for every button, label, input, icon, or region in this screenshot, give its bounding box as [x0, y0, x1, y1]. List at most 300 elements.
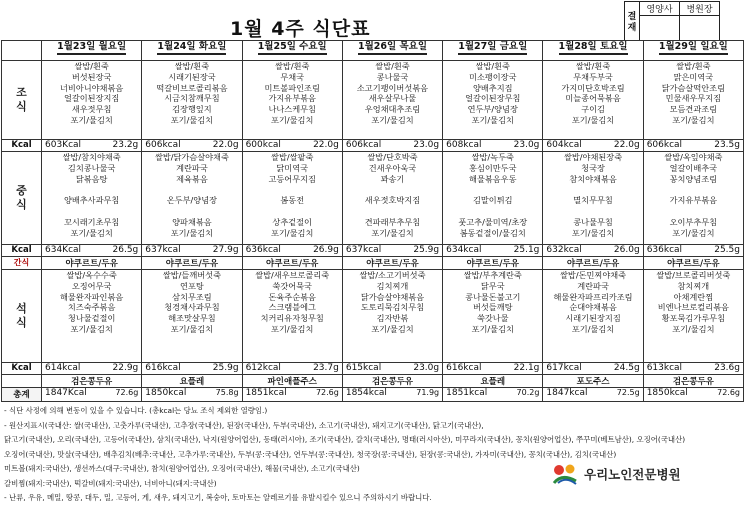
- kcal-label: Kcal: [2, 245, 42, 257]
- menu-item: 오이부추무침: [669, 216, 718, 227]
- menu-item: 꽁치양념조림: [669, 173, 718, 184]
- total-cell: [543, 388, 643, 402]
- kcal-value: 636kcal: [245, 245, 281, 255]
- menu-item: 버섯된장국: [71, 71, 112, 82]
- menu-item: 콩나물무침: [573, 216, 613, 227]
- kcal-value: 604kcal: [546, 140, 582, 150]
- protein-value: 22.9g: [112, 363, 139, 373]
- meal-cell: [643, 61, 743, 140]
- protein-value: 25.9g: [212, 363, 239, 373]
- menu-item: 비엔나브로컬리볶음: [657, 302, 729, 313]
- meal-label-text: 조식: [16, 86, 27, 113]
- meal-cell: [443, 61, 543, 140]
- kcal-cell: [543, 245, 643, 257]
- kcal-cell: [142, 140, 242, 152]
- menu-item: 쌀밥/흰죽: [475, 61, 510, 71]
- menu-item: 김자반볶: [376, 313, 409, 324]
- menu-item: 포기/물김치: [170, 323, 214, 334]
- meal-label: [2, 270, 42, 363]
- total-cell: [443, 388, 543, 402]
- menu-item: 스크램블에그: [268, 302, 316, 313]
- menu-item: 청나물겉절이: [67, 313, 116, 324]
- kcal-cell: [443, 140, 543, 152]
- kcal-cell: [42, 245, 142, 257]
- meal-cell: [142, 152, 242, 245]
- kcal-value: 637kcal: [345, 245, 382, 255]
- menu-item: 너비아니야채볶음: [60, 82, 124, 93]
- day-date: 1월24일 화요일: [157, 41, 226, 55]
- kcal-value: 608kcal: [446, 140, 482, 150]
- menu-item: 포기/물김치: [371, 227, 414, 238]
- protein-value: 23.6g: [714, 363, 740, 373]
- kcal-cell: [42, 363, 142, 375]
- protein-value: 22.1g: [513, 363, 540, 373]
- total-protein: 70.2g: [516, 388, 540, 397]
- menu-item: 구이김: [581, 104, 605, 115]
- day-date: 1월25일 수요일: [258, 41, 327, 55]
- meal-label-text: 석식: [16, 302, 27, 329]
- meal-cell: [42, 152, 142, 245]
- menu-item: 돈육주순볶음: [268, 291, 316, 302]
- menu-item: 닭볶음탕: [75, 173, 108, 184]
- snack-cell: 야쿠르트/두유: [543, 257, 643, 270]
- kcal-value: 606kcal: [145, 140, 181, 150]
- day-header: [342, 41, 442, 61]
- menu-item: 김장행잎지: [172, 104, 212, 115]
- day-date: 1월26일 목요일: [358, 41, 427, 55]
- corner-cell: [2, 41, 42, 61]
- menu-item: 닭무국: [480, 280, 505, 291]
- menu-item: 쌀밥/브로콜리버섯죽: [656, 270, 731, 280]
- meal-cell: [42, 61, 142, 140]
- meal-cell: [242, 61, 342, 140]
- menu-item: 얼갈이된장지짐: [63, 93, 120, 104]
- total-kcal: 1850kcal: [145, 388, 187, 398]
- total-protein: 72.6g: [315, 388, 339, 397]
- menu-item: 쌀밥/흰죽: [575, 61, 611, 71]
- menu-item: 해물완자파프리카조림: [553, 291, 633, 302]
- menu-item: 포기/물김치: [70, 114, 113, 125]
- kcal-value: 606kcal: [646, 140, 683, 150]
- menu-item: 쌀밥/단호박죽: [367, 152, 418, 162]
- kcal-value: 616kcal: [145, 363, 181, 373]
- menu-item: [543, 206, 642, 217]
- menu-item: [443, 184, 542, 195]
- protein-value: 25.1g: [513, 245, 540, 255]
- menu-item: 고등어무지짐: [268, 173, 316, 184]
- menu-item: 치커리유자청무침: [260, 313, 324, 324]
- hospital-logo: [552, 463, 681, 485]
- kcal-cell: [42, 140, 142, 152]
- menu-item: 아채계란찜: [673, 291, 714, 302]
- protein-value: 25.9g: [413, 245, 440, 255]
- protein-value: 23.2g: [112, 140, 139, 150]
- menu-item: [243, 206, 342, 217]
- menu-item: 모듬견과조림: [669, 104, 718, 115]
- meal-cell: [443, 270, 543, 363]
- snack-cell: 야쿠르트/두유: [242, 257, 342, 270]
- menu-item: 쌀밥/들깨버섯죽: [162, 270, 221, 280]
- approval-label: 결재: [625, 2, 640, 45]
- menu-item: 우엉채대추조림: [364, 104, 421, 115]
- menu-item: 소고기팽이버섯볶음: [356, 82, 429, 93]
- snack-cell: 야쿠르트/두유: [42, 257, 142, 270]
- protein-value: 24.5g: [613, 363, 640, 373]
- menu-item: 포기/물김치: [571, 114, 615, 125]
- menu-item: 참치찌개: [677, 280, 710, 291]
- meal-cell: [242, 152, 342, 245]
- day-date: 1월27일 금요일: [458, 41, 527, 55]
- menu-item: [142, 184, 241, 195]
- menu-item: [142, 206, 241, 217]
- menu-item: 견파래부추무침: [364, 216, 421, 227]
- menu-table: [1, 40, 744, 402]
- menu-item: [343, 206, 442, 217]
- approval-col-director: 병원장: [680, 2, 720, 16]
- meal-cell: [342, 61, 442, 140]
- menu-item: 쌀밥/쌀팥죽: [271, 152, 314, 162]
- menu-item: 쌀밥/돈민찌야채죽: [560, 270, 627, 280]
- menu-item: 상추겉절이: [272, 216, 312, 227]
- hospital-logo-icon: [552, 463, 578, 485]
- kcal-value: 632kcal: [546, 245, 582, 255]
- kcal-cell: [342, 140, 442, 152]
- protein-value: 23.7g: [313, 363, 339, 373]
- protein-value: 23.0g: [413, 363, 440, 373]
- snack-cell: 야쿠르트/두유: [643, 257, 743, 270]
- menu-item: 봄동겉절이/물김치: [459, 227, 526, 238]
- total-kcal: 1847kcal: [546, 388, 588, 398]
- menu-item: 꼬시래기초무침: [63, 216, 120, 227]
- day-date: 1월28일 토요일: [559, 41, 628, 55]
- menu-item: 쌀밥/옥잎야채죽: [664, 152, 723, 162]
- menu-item: 참치야채볶음: [569, 173, 617, 184]
- total-protein: 71.9g: [416, 388, 440, 397]
- kcal-cell: [443, 363, 543, 375]
- menu-item: 미트볼파인조림: [264, 82, 320, 93]
- menu-item: 쌀밥/부추계란죽: [463, 270, 522, 280]
- total-label: 총계: [2, 388, 42, 402]
- protein-value: 26.5g: [112, 245, 139, 255]
- kcal-cell: [242, 363, 342, 375]
- menu-item: 봄동전: [280, 195, 305, 206]
- protein-value: 23.0g: [413, 140, 440, 150]
- meal-label: [2, 152, 42, 245]
- protein-value: 25.5g: [714, 245, 740, 255]
- menu-item: 가지유부볶음: [669, 195, 718, 206]
- menu-item: 미소팽이장국: [469, 71, 517, 82]
- total-protein: 72.6g: [717, 388, 740, 397]
- kcal-cell: [142, 363, 242, 375]
- notes: [4, 404, 742, 506]
- menu-item: 쌀밥/소고기버섯죽: [359, 270, 426, 280]
- menu-item: 연포탕: [180, 280, 204, 291]
- day-header: [142, 41, 242, 61]
- menu-item: 양배추사과무침: [63, 195, 120, 206]
- menu-item: 시금치참깨무침: [164, 93, 220, 104]
- note-line: 미트볼(돼지:국내산), 생선까스(대구:국내산), 참치(원양어업산), 오징어(국내산), 해물(국내산), 소고기(국내산): [4, 464, 360, 473]
- menu-item: 꽈송기: [380, 173, 405, 184]
- kcal-value: 637kcal: [145, 245, 181, 255]
- menu-item: 무채두부국: [573, 71, 613, 82]
- kcal-cell: [242, 245, 342, 257]
- menu-item: 도토리묵김치무침: [360, 302, 425, 313]
- menu-item: 포기/물김치: [271, 227, 314, 238]
- menu-item: 떡갈비브로콜리볶음: [156, 82, 228, 93]
- menu-item: 풋고추/물미역/초장: [458, 216, 528, 227]
- meal-cell: [543, 61, 643, 140]
- hospital-name: 우리노인전문병원: [584, 467, 681, 482]
- menu-item: 황포묵김가루무침: [661, 313, 725, 324]
- total-cell: [342, 388, 442, 402]
- approval-col-dietitian: 영양사: [640, 2, 680, 16]
- kcal-value: 606kcal: [345, 140, 382, 150]
- menu-item: 포기/물김치: [571, 323, 615, 334]
- menu-item: 콩나물국: [376, 71, 409, 82]
- kcal-value: 634Kcal: [45, 245, 82, 255]
- meal-cell: [142, 270, 242, 363]
- total-cell: [643, 388, 743, 402]
- menu-item: 맑은미역국: [673, 71, 714, 82]
- menu-item: 쌀밥/참치야채죽: [62, 152, 121, 162]
- menu-item: 얼갈이된장무침: [465, 93, 521, 104]
- menu-item: 쌀밥/흰죽: [74, 61, 109, 71]
- kcal-label: Kcal: [2, 140, 42, 152]
- menu-item: 무채국: [280, 71, 305, 82]
- extra-cell: 검은콩두유: [342, 375, 442, 388]
- kcal-cell: [142, 245, 242, 257]
- extra-cell: 검은콩두유: [643, 375, 743, 388]
- menu-item: 민물새우무지짐: [665, 93, 722, 104]
- menu-item: 콩나물돈불고기: [465, 291, 521, 302]
- kcal-value: 616kcal: [446, 363, 482, 373]
- menu-item: 닭미역국: [276, 162, 309, 173]
- menu-item: 포기/물김치: [170, 227, 214, 238]
- snack-cell: 야쿠르트/두유: [443, 257, 543, 270]
- extra-cell: 파인애플주스: [242, 375, 342, 388]
- menu-item: 쌀밥/흰죽: [275, 61, 310, 71]
- approval-box: [624, 1, 720, 45]
- meal-cell: [643, 270, 743, 363]
- menu-item: [343, 184, 442, 195]
- menu-item: [644, 184, 743, 195]
- menu-item: 포기/물김치: [471, 323, 514, 334]
- total-cell: [42, 388, 142, 402]
- kcal-value: 600kcal: [245, 140, 281, 150]
- menu-item: 새우젓호박지짐: [364, 195, 421, 206]
- total-kcal: 1854kcal: [345, 388, 387, 398]
- menu-item: 포기/물김치: [571, 227, 615, 238]
- protein-value: 22.0g: [313, 140, 339, 150]
- menu-item: 나나스케무침: [268, 104, 316, 115]
- menu-item: 계란파국: [577, 280, 609, 291]
- menu-item: 닭가슴살야채볶음: [360, 291, 425, 302]
- menu-item: 쌀밥/녹두죽: [471, 152, 514, 162]
- menu-item: 홍심이만두국: [469, 162, 517, 173]
- menu-item: 건새우아욱국: [368, 162, 417, 173]
- menu-item: 삼치무조림: [172, 291, 212, 302]
- menu-item: 해조맛살무침: [168, 313, 216, 324]
- menu-item: 버섯들깨탕: [472, 302, 513, 313]
- meal-cell: [342, 270, 442, 363]
- menu-item: 시래기된장국: [168, 71, 216, 82]
- meal-cell: [242, 270, 342, 363]
- menu-item: 가지유부볶음: [268, 93, 316, 104]
- menu-item: 순대야채볶음: [569, 302, 617, 313]
- menu-item: [443, 206, 542, 217]
- menu-item: 쌀밥/옥수수죽: [66, 270, 117, 280]
- meal-cell: [643, 152, 743, 245]
- page-title: 1월 4주 식단표: [230, 18, 371, 40]
- kcal-value: 617kcal: [546, 363, 582, 373]
- menu-item: 포기/물김치: [672, 114, 715, 125]
- kcal-cell: [643, 363, 743, 375]
- total-cell: [242, 388, 342, 402]
- extra-corner: [2, 375, 42, 388]
- total-protein: 72.6g: [115, 388, 139, 397]
- menu-item: 닭가슴살떡안조림: [661, 82, 725, 93]
- kcal-value: 613kcal: [646, 363, 683, 373]
- protein-value: 23.0g: [513, 140, 540, 150]
- kcal-cell: [543, 363, 643, 375]
- kcal-cell: [643, 140, 743, 152]
- day-date: 1월23일 월요일: [57, 41, 126, 55]
- meal-label-text: 중식: [16, 184, 27, 211]
- menu-item: 쑥갓어묵국: [272, 280, 312, 291]
- protein-value: 26.0g: [613, 245, 640, 255]
- menu-item: 청경채사과무침: [164, 302, 220, 313]
- menu-item: 쑥갓나물: [476, 313, 509, 324]
- menu-item: 멸치무무침: [573, 195, 613, 206]
- kcal-value: 634kcal: [446, 245, 482, 255]
- protein-value: 23.5g: [714, 140, 740, 150]
- meal-cell: [342, 152, 442, 245]
- menu-item: 연두부/양념장: [467, 104, 518, 115]
- menu-item: 포기/물김치: [672, 323, 715, 334]
- snack-label: 간식: [2, 257, 42, 270]
- day-header: [242, 41, 342, 61]
- menu-item: [543, 184, 642, 195]
- kcal-label: Kcal: [2, 363, 42, 375]
- meal-cell: [42, 270, 142, 363]
- menu-item: 오징어무국: [71, 280, 112, 291]
- menu-item: 시래기된장지짐: [565, 313, 621, 324]
- menu-item: 김치찌개: [376, 280, 409, 291]
- kcal-cell: [643, 245, 743, 257]
- note-line: 닭고기(국내산), 오리(국내산), 고등어(국내산), 삼치(국내산), 낙지(원양어업산), 동태(러시아), 조기(국내산), 갈치(국내산), 명태(러시아산), 미꾸라지(국내산), 꽁치(원양어업산), 쭈꾸미(베트남산), 오징어(국내산): [4, 435, 686, 444]
- note-line: - 원산지표시(국내산: 쌀(국내산), 고춧가루(국내산), 고추장(국내산), 된장(국내산), 두부(국내산), 소고기(국내산), 돼지고기(국내산), 닭고기(국내산),: [4, 420, 484, 430]
- menu-item: 미늘종어묵볶음: [565, 93, 621, 104]
- protein-value: 26.9g: [313, 245, 339, 255]
- protein-value: 22.0g: [212, 140, 239, 150]
- meal-cell: [443, 152, 543, 245]
- snack-cell: 야쿠르트/두유: [142, 257, 242, 270]
- menu-item: 포기/물김치: [471, 114, 514, 125]
- menu-item: 포기/물김치: [672, 227, 715, 238]
- total-kcal: 1850kcal: [646, 388, 688, 398]
- menu-item: 쌀밥/새우브로콜리죽: [255, 270, 330, 280]
- total-cell: [142, 388, 242, 402]
- day-header: [443, 41, 543, 61]
- kcal-value: 612kcal: [245, 363, 281, 373]
- menu-item: 쌀밥/흰죽: [676, 61, 711, 71]
- meal-cell: [543, 270, 643, 363]
- menu-item: 포기/물김치: [170, 114, 214, 125]
- snack-cell: 야쿠르트/두유: [342, 257, 442, 270]
- kcal-cell: [342, 245, 442, 257]
- menu-item: [644, 206, 743, 217]
- menu-item: 포기/물김치: [371, 114, 414, 125]
- total-protein: 72.5g: [616, 388, 640, 397]
- menu-item: 양배추지짐: [472, 82, 513, 93]
- menu-item: 해물볶음우동: [469, 173, 517, 184]
- note-line: - 난류, 우유, 메밀, 땅콩, 대두, 밀, 고등어, 게, 새우, 돼지고기, 복숭아, 토마토는 알레르기를 유발시킬수 있으니 주의하시기 바랍니다.: [4, 493, 432, 502]
- menu-item: 쌀밥/흰죽: [375, 61, 410, 71]
- total-protein: 75.8g: [215, 388, 239, 397]
- menu-item: 가지미단호박조림: [561, 82, 625, 93]
- menu-item: 포기/물김치: [271, 323, 314, 334]
- extra-cell: 포도주스: [543, 375, 643, 388]
- kcal-cell: [342, 363, 442, 375]
- note-line: - 식단 사정에 의해 변동이 있을 수 있습니다. (총kcal는 당뇨 조식 제외한 열량임.): [4, 406, 268, 415]
- note-line: 오징어(국내산), 맛살(국내산), 배추김치(배추:국내산, 고추가루:국내산), 두부(콩:국내산), 연두부(콩:국내산), 청국장(콩:국내산), 된장(콩:국내산), 가자미(국내산), 꽁치(국내산), 김치(국내산): [4, 449, 617, 459]
- total-kcal: 1851kcal: [446, 388, 488, 398]
- menu-item: 쌀밥/야채된장죽: [563, 152, 623, 162]
- protein-value: 27.9g: [212, 245, 239, 255]
- menu-item: 포기/물김치: [271, 114, 314, 125]
- total-kcal: 1851kcal: [245, 388, 287, 398]
- note-line: 갈비찜(돼지:국내산), 떡갈비(돼지:국내산), 너비아니(돼지:국내산): [4, 478, 217, 488]
- extra-cell: 요플레: [142, 375, 242, 388]
- protein-value: 22.0g: [613, 140, 640, 150]
- kcal-cell: [443, 245, 543, 257]
- kcal-cell: [242, 140, 342, 152]
- menu-item: 쌀밥/흰죽: [174, 61, 210, 71]
- menu-item: [42, 206, 141, 217]
- day-header: [643, 41, 743, 61]
- menu-item: 양파채볶음: [172, 216, 212, 227]
- day-date: 1월29일 일요일: [659, 41, 728, 55]
- extra-cell: 검은콩두유: [42, 375, 142, 388]
- kcal-value: 636kcal: [646, 245, 683, 255]
- meal-cell: [543, 152, 643, 245]
- day-header: [42, 41, 142, 61]
- menu-item: 김말이튀김: [472, 195, 513, 206]
- day-header: [543, 41, 643, 61]
- menu-item: 포기/물김치: [70, 323, 113, 334]
- meal-label: [2, 61, 42, 140]
- menu-item: [42, 184, 141, 195]
- menu-item: 포기/물김치: [70, 227, 113, 238]
- kcal-value: 614kcal: [45, 363, 81, 373]
- menu-item: 새우젓무침: [71, 104, 112, 115]
- menu-item: 김치콩나물국: [67, 162, 116, 173]
- kcal-cell: [543, 140, 643, 152]
- menu-item: 계란파국: [176, 162, 208, 173]
- menu-item: [243, 184, 342, 195]
- menu-item: 얼갈이배추국: [669, 162, 718, 173]
- meal-cell: [142, 61, 242, 140]
- menu-item: 치즈숙주볶음: [67, 302, 116, 313]
- kcal-value: 603Kcal: [45, 140, 82, 150]
- menu-item: 청국장: [581, 162, 605, 173]
- menu-item: 새우살무나물: [368, 93, 417, 104]
- menu-item: 쌀밥/닭가슴살야채죽: [154, 152, 229, 162]
- menu-item: 포기/물김치: [371, 323, 414, 334]
- kcal-value: 615kcal: [345, 363, 382, 373]
- total-kcal: 1847Kcal: [45, 388, 87, 398]
- menu-item: 제육볶음: [176, 173, 208, 184]
